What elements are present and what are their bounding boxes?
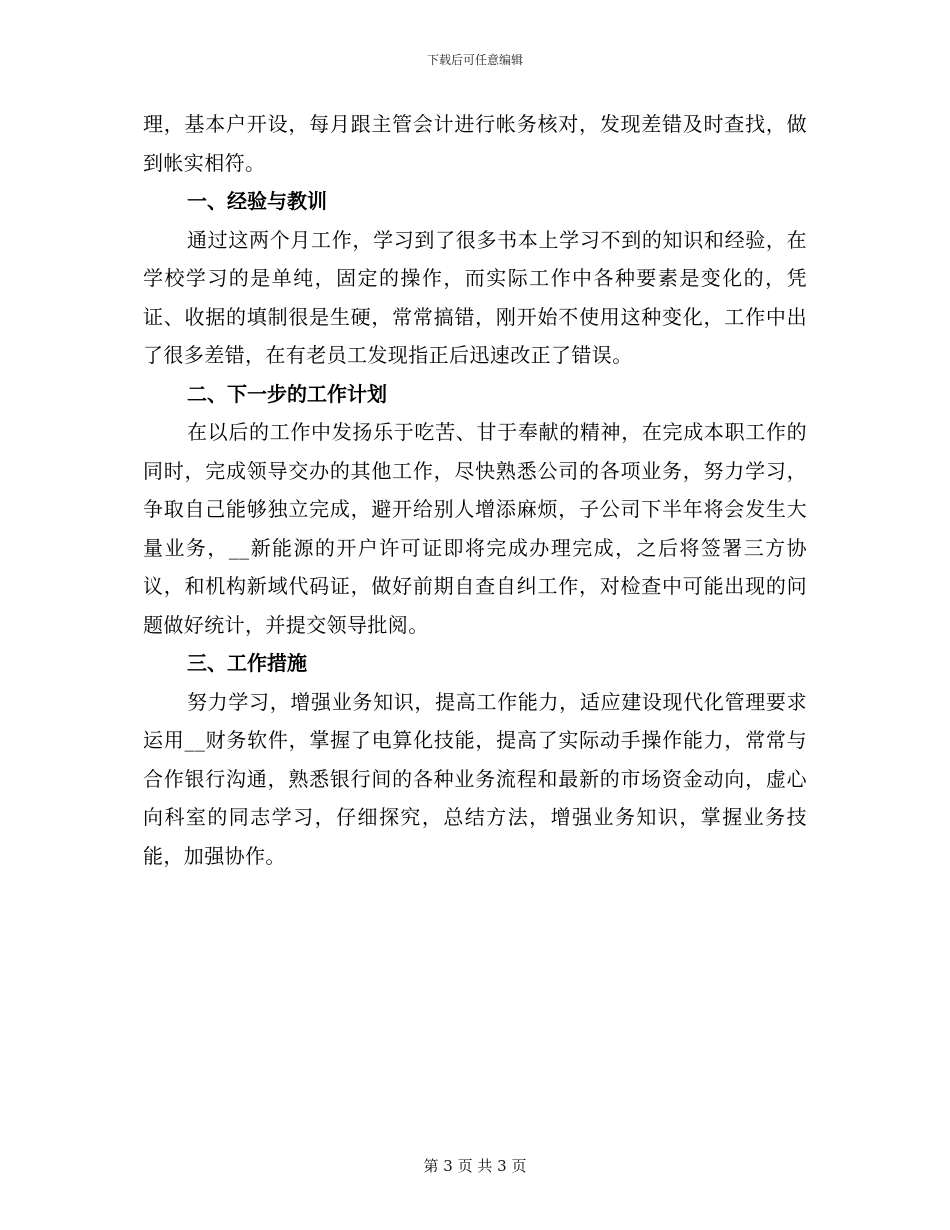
page-header: 下载后可任意编辑 xyxy=(426,53,523,67)
section-heading-measures: 三、工作措施 xyxy=(187,651,307,675)
section-paragraph-plan: 在以后的工作中发扬乐于吃苦、甘于奉献的精神，在完成本职工作的同时，完成领导交办的其他工作，尽快熟悉公司的各项业务，努力学习，争取自己能够独立完成，避开给别人增添麻烦，子公司下半年将会发生大量业务，__新能源的开户许可证即将完成办理完成，之后将签署三方协议，和机构新域代码证，做好前期自查自纠工作，对检查中可能出现的问题做好统计，并提交领导批阅。 xyxy=(143,420,807,637)
section-heading-experience: 一、经验与教训 xyxy=(187,189,327,213)
section-paragraph-measures: 努力学习，增强业务知识，提高工作能力，适应建设现代化管理要求运用__财务软件，掌握了电算化技能，提高了实际动手操作能力，常常与合作银行沟通，熟悉银行间的各种业务流程和最新的市场资金动向，虚心向科室的同志学习，仔细探究，总结方法，增强业务知识，掌握业务技能，加强协作。 xyxy=(143,689,807,868)
document-body xyxy=(143,105,807,875)
section-paragraph-experience: 通过这两个月工作，学习到了很多书本上学习不到的知识和经验，在学校学习的是单纯，固定的操作，而实际工作中各种要素是变化的，凭证、收据的填制很是生硬，常常搞错，刚开始不使用这种变化，工作中出了很多差错，在有老员工发现指正后迅速改正了错误。 xyxy=(143,227,807,367)
page-number: 第 3 页 共 3 页 xyxy=(423,1157,527,1175)
section-heading-plan: 二、下一步的工作计划 xyxy=(187,381,387,406)
intro-paragraph: 理，基本户开设，每月跟主管会计进行帐务核对，发现差错及时查找，做到帐实相符。 xyxy=(143,112,807,175)
